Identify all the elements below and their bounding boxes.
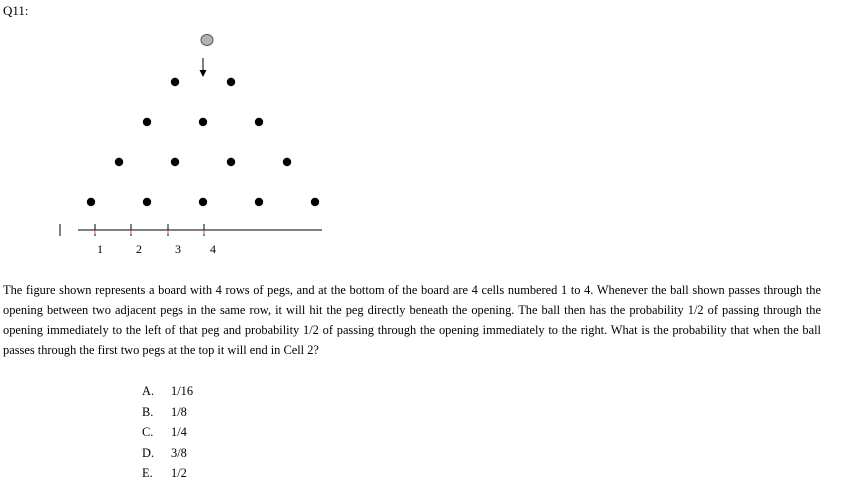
peg xyxy=(255,198,263,206)
peg xyxy=(199,198,207,206)
peg xyxy=(227,158,235,166)
peg xyxy=(311,198,319,206)
cell-label-2: 2 xyxy=(136,242,142,256)
cell-baseline xyxy=(60,224,322,236)
choice-b xyxy=(142,402,193,423)
question-number: Q11: xyxy=(3,3,29,18)
choice-a xyxy=(142,381,193,402)
peg xyxy=(283,158,291,166)
cell-label-4: 4 xyxy=(210,242,216,256)
problem-statement: The figure shown represents a board with 4 rows of pegs, and at the bottom of the board are 4 cells numbered 1 to 4. Whenever the ball shown passes through the opening between two adjacent pegs in the same row, it will hit the peg directly beneath the opening. The ball then has the probability 1/2 of passing through the opening immediately to the left of that peg and probability 1/2 of passing through the opening immediately to the right. What is the probability that when the ball passes through the first two pegs at the top it will end in Cell 2? xyxy=(3,283,821,357)
answer-choices xyxy=(142,381,193,484)
peg xyxy=(255,118,263,126)
cell-label-1: 1 xyxy=(97,242,103,256)
peg xyxy=(171,158,179,166)
peg xyxy=(199,118,207,126)
choice-value: 1/16 xyxy=(171,384,194,398)
peg xyxy=(143,118,151,126)
ball xyxy=(201,35,213,46)
choice-letter: B. xyxy=(142,404,154,419)
choice-value: 1/8 xyxy=(171,404,187,419)
choice-letter: E. xyxy=(142,466,153,480)
choice-letter: D. xyxy=(142,445,155,460)
peg xyxy=(227,78,235,86)
peg xyxy=(143,198,151,206)
choice-d xyxy=(142,443,193,464)
peg xyxy=(87,198,95,206)
choice-value: 1/2 xyxy=(171,466,187,480)
choice-e xyxy=(142,463,193,484)
choice-value: 1/4 xyxy=(171,425,187,439)
down-arrow-icon xyxy=(200,58,207,77)
peg xyxy=(115,158,123,166)
choice-letter: A. xyxy=(142,384,155,398)
choice-c xyxy=(142,422,193,443)
choice-value: 3/8 xyxy=(171,445,187,460)
cell-label-3: 3 xyxy=(175,242,181,256)
peg xyxy=(171,78,179,86)
choice-letter: C. xyxy=(142,425,154,439)
